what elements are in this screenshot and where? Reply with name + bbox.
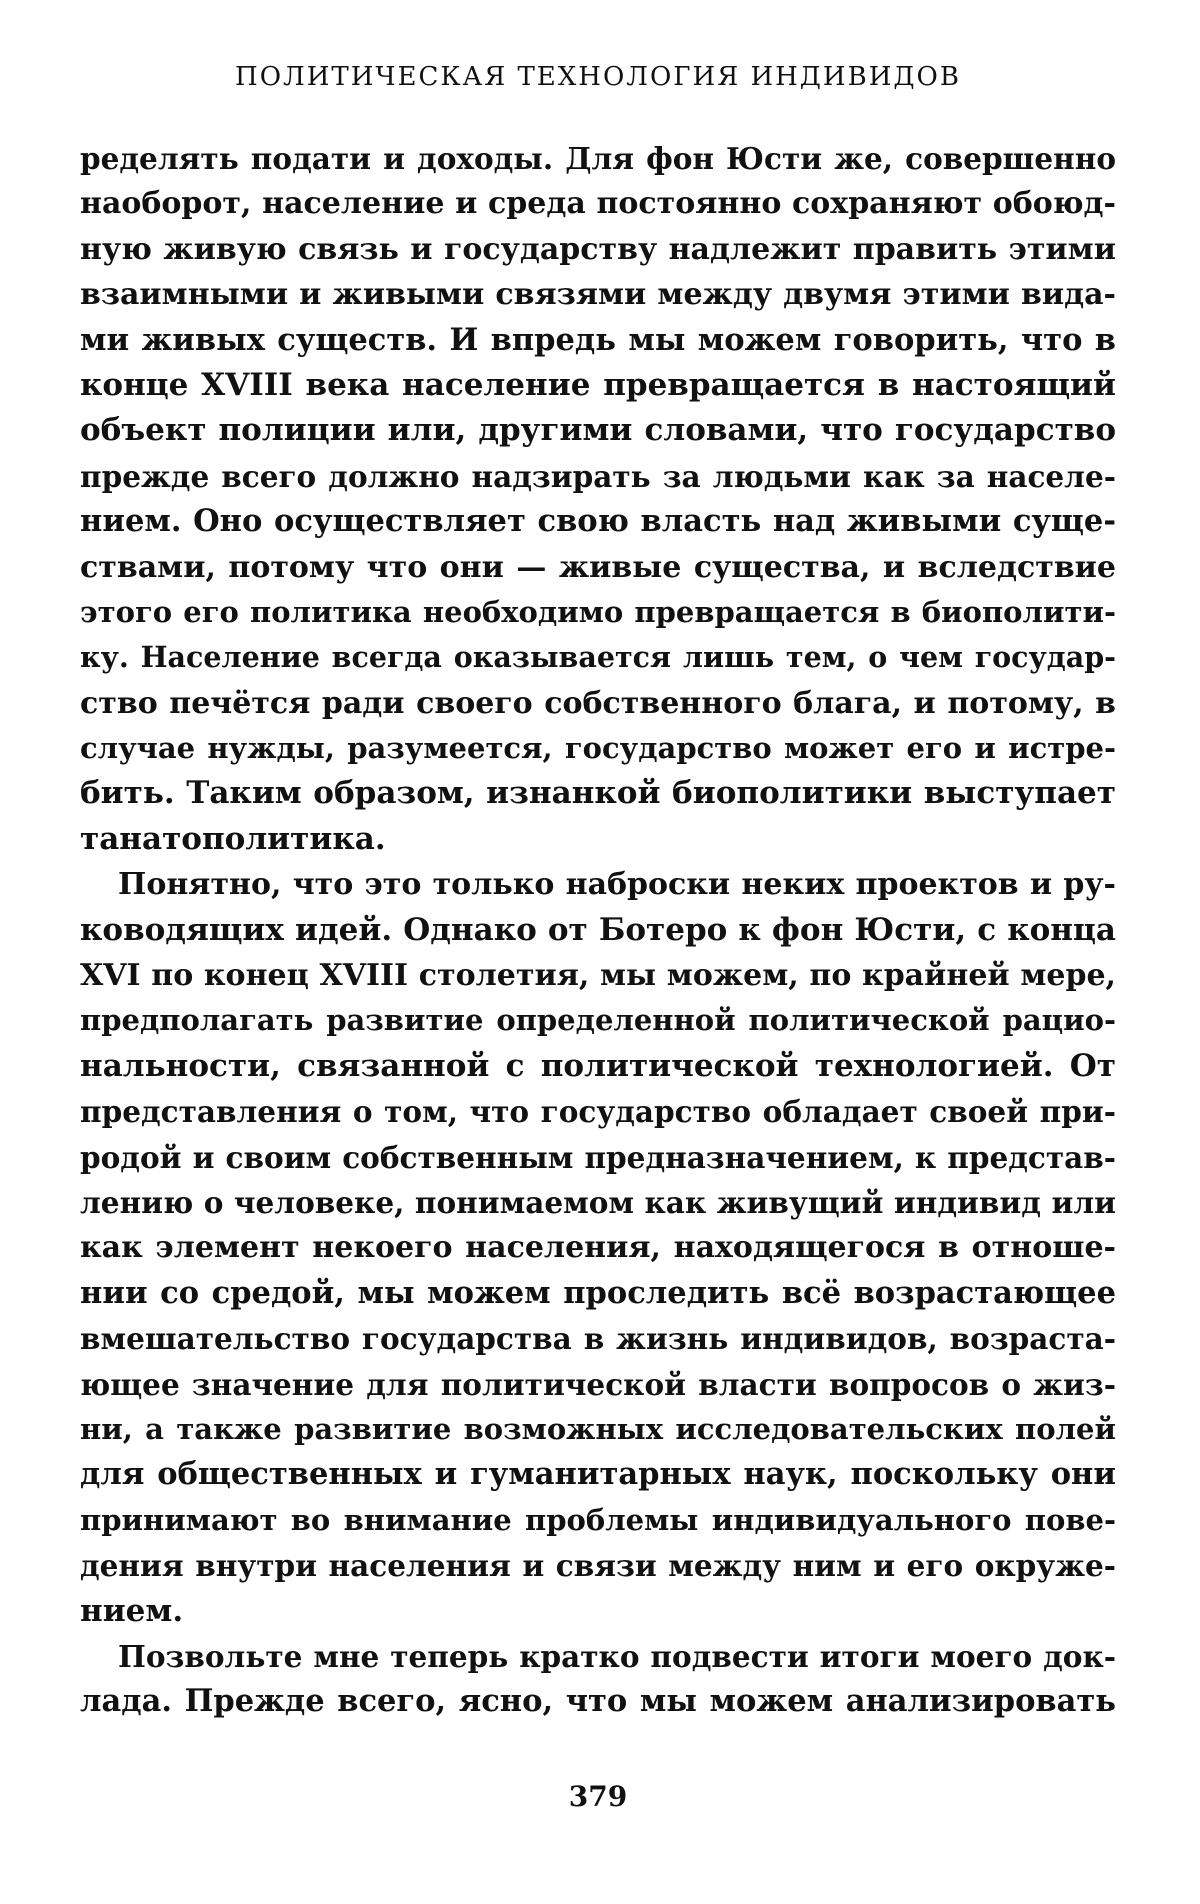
text-line: родой и своим собственным предназначением, к представ- (80, 1139, 1116, 1175)
paragraph-3 (80, 1634, 1116, 1725)
text-line: танатополитика. (80, 820, 386, 857)
text-line: ководящих идей. Однако от Ботеро к фон Юсти, с конца (80, 911, 1116, 948)
page-number: 379 (568, 1780, 628, 1813)
text-line: ющее значение для политической власти вопросов о жиз- (80, 1366, 1116, 1402)
text-line: конце XVIII века население превращается в настоящий (80, 366, 1116, 403)
paragraph-1 (80, 136, 1116, 862)
text-line: лению о человеке, понимаемом как живущий индивид или (80, 1184, 1116, 1220)
text-line: случае нужды, разумеется, государство может его и истре- (80, 731, 1116, 766)
text-line: предполагать развитие определенной политической рацио- (80, 1003, 1116, 1038)
text-line: этого его политика необходимо превращается в биополити- (80, 594, 1116, 629)
text-line: объект полиции или, другими словами, что государство (80, 412, 1116, 449)
text-line: для общественных и гуманитарных наук, поскольку они (80, 1456, 1116, 1493)
text-line: нием. (80, 1592, 184, 1629)
running-head: ПОЛИТИЧЕСКАЯ ТЕХНОЛОГИЯ ИНДИВИДОВ (235, 62, 961, 92)
text-line: ство печётся ради своего собственного блага, и потому, в (80, 685, 1116, 721)
text-line: представления о том, что государство обладает своей при- (80, 1094, 1116, 1130)
text-line: взаимными и живыми связями между двумя этими вида- (80, 277, 1116, 313)
text-line: принимают во внимание проблемы индивидуального пове- (80, 1502, 1116, 1537)
text-line: ни, а также развитие возможных исследовательских полей (80, 1411, 1116, 1446)
text-line: дения внутри населения и связи между ним и его окруже- (80, 1548, 1116, 1584)
text-line: как элемент некоего населения, находящегося в отноше- (80, 1230, 1116, 1266)
text-line: наоборот, население и среда постоянно сохраняют обоюд- (80, 186, 1116, 222)
text-line: вмешательство государства в жизнь индивидов, возраста- (80, 1321, 1116, 1357)
text-line: ствами, потому что они — живые существа, и вследствие (80, 549, 1116, 585)
text-line: ми живых существ. И впредь мы можем говорить, что в (80, 321, 1116, 358)
text-line: нальности, связанной с политической технологией. От (80, 1047, 1116, 1084)
text-line: ределять подати и доходы. Для фон Юсти же, совершенно (80, 141, 1116, 176)
text-line: прежде всего должно надзирать за людьми как за населе- (80, 458, 1116, 494)
book-page (80, 0, 1116, 1904)
text-line: ку. Население всегда оказывается лишь тем, о чем государ- (80, 640, 1116, 675)
paragraph-2 (80, 862, 1116, 1634)
text-line: Позвольте мне теперь кратко подвести итоги моего док- (118, 1638, 1116, 1674)
text-line: ную живую связь и государству надлежит править этими (80, 231, 1116, 267)
text-line: бить. Таким образом, изнанкой биополитики выступает (80, 775, 1116, 812)
text-line: нии со средой, мы можем проследить всё возрастающее (80, 1274, 1116, 1311)
text-line: лада. Прежде всего, ясно, что мы можем анализировать (80, 1683, 1116, 1720)
text-line: Понятно, что это только наброски неких проектов и ру- (118, 867, 1116, 903)
text-line: нием. Оно осуществляет свою власть над живыми суще- (80, 503, 1116, 540)
body-text (80, 136, 1116, 1725)
text-line: XVI по конец XVIII столетия, мы можем, по крайней мере, (80, 958, 1116, 994)
